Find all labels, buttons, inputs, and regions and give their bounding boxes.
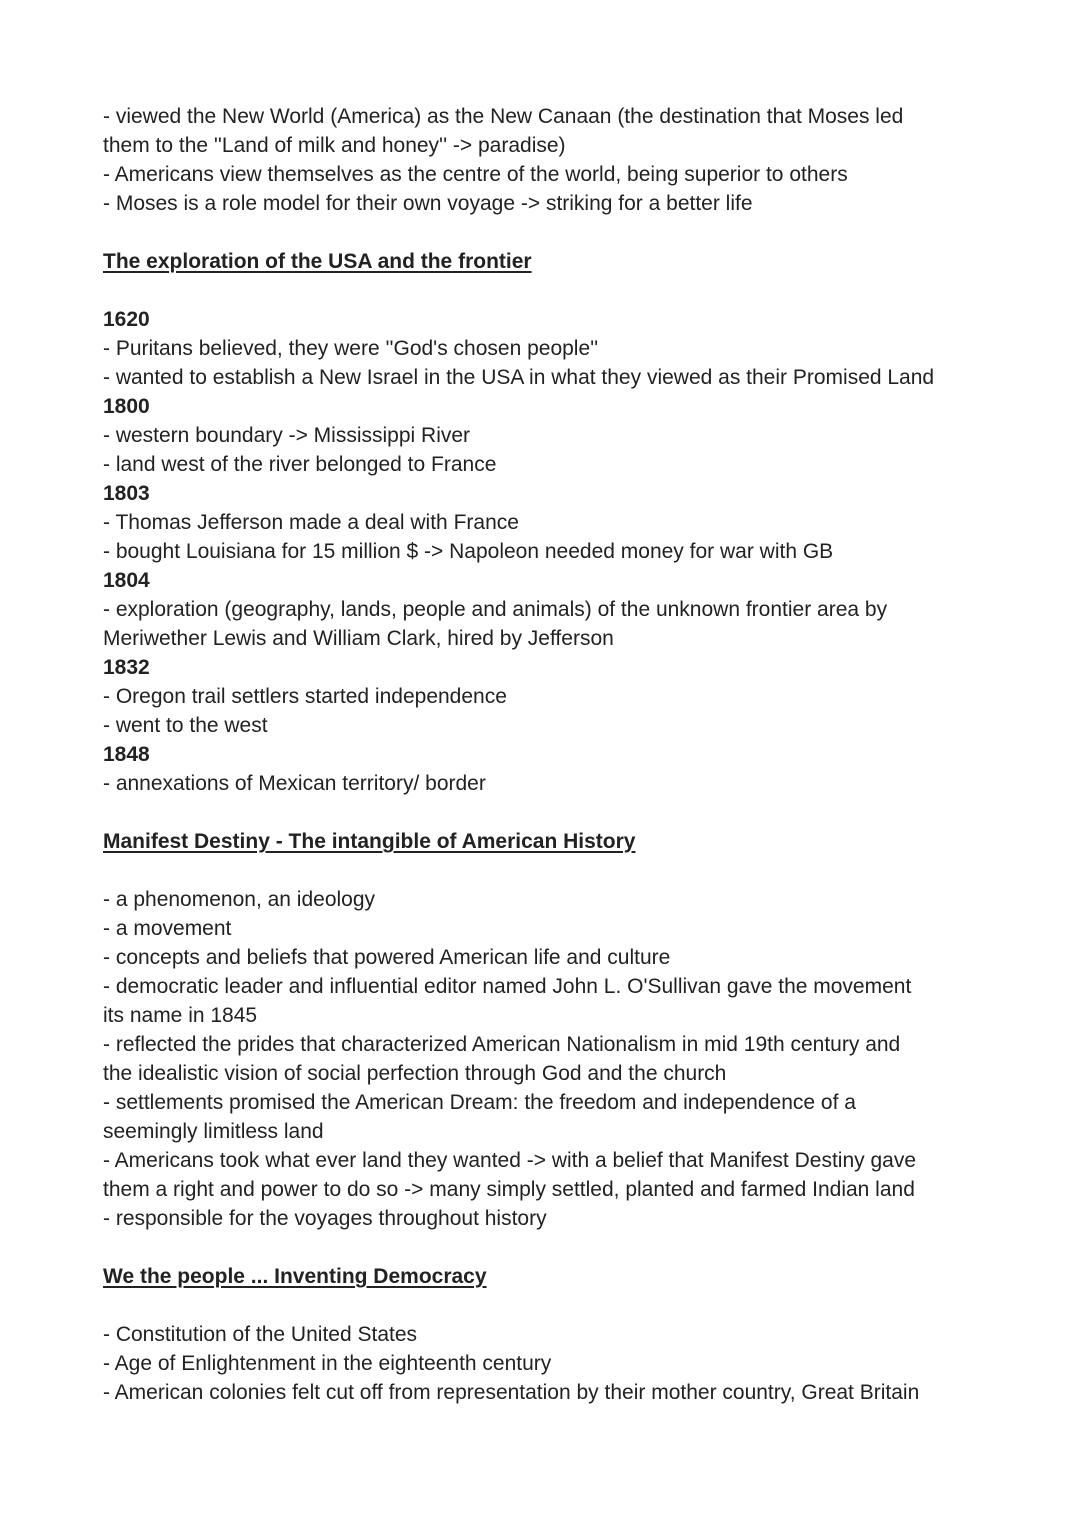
document-page xyxy=(103,102,1003,1407)
intro-line: - Moses is a role model for their own voyage -> striking for a better life xyxy=(103,192,753,215)
entry-line: - Oregon trail settlers started independence xyxy=(103,685,507,708)
entry-line: - western boundary -> Mississippi River xyxy=(103,424,471,447)
entry-line: - Puritans believed, they were ''God's chosen people'' xyxy=(103,337,599,360)
exploration-section xyxy=(103,247,1003,798)
democracy-section xyxy=(103,1262,1003,1407)
manifest-line: the idealistic vision of social perfection through God and the church xyxy=(103,1062,727,1085)
year-label: 1620 xyxy=(103,308,150,331)
manifest-destiny-section xyxy=(103,827,1003,1233)
exploration-heading: The exploration of the USA and the frontier xyxy=(103,250,532,273)
manifest-line: them a right and power to do so -> many simply settled, planted and farmed Indian land xyxy=(103,1178,915,1201)
manifest-destiny-heading: Manifest Destiny - The intangible of American History xyxy=(103,830,636,853)
year-label: 1803 xyxy=(103,482,150,505)
year-label: 1800 xyxy=(103,395,150,418)
intro-section xyxy=(103,102,1003,218)
intro-line: - viewed the New World (America) as the New Canaan (the destination that Moses led xyxy=(103,105,904,128)
manifest-line: - a movement xyxy=(103,917,232,940)
entry-line: - wanted to establish a New Israel in the USA in what they viewed as their Promised Land xyxy=(103,366,935,389)
intro-line: - Americans view themselves as the centre of the world, being superior to others xyxy=(103,163,848,186)
manifest-line: - democratic leader and influential editor named John L. O'Sullivan gave the movement xyxy=(103,975,912,998)
manifest-line: seemingly limitless land xyxy=(103,1120,324,1143)
democracy-line: - Age of Enlightenment in the eighteenth century xyxy=(103,1352,552,1375)
year-label: 1804 xyxy=(103,569,150,592)
entry-line: Meriwether Lewis and William Clark, hired by Jefferson xyxy=(103,627,614,650)
entry-line: - went to the west xyxy=(103,714,268,737)
manifest-line: - concepts and beliefs that powered American life and culture xyxy=(103,946,671,969)
manifest-line: - responsible for the voyages throughout history xyxy=(103,1207,547,1230)
year-label: 1848 xyxy=(103,743,150,766)
manifest-line: - settlements promised the American Dream: the freedom and independence of a xyxy=(103,1091,856,1114)
manifest-line: its name in 1845 xyxy=(103,1004,258,1027)
manifest-line: - Americans took what ever land they wanted -> with a belief that Manifest Destiny gave xyxy=(103,1149,917,1172)
democracy-heading: We the people ... Inventing Democracy xyxy=(103,1265,487,1288)
entry-line: - exploration (geography, lands, people and animals) of the unknown frontier area by xyxy=(103,598,888,621)
entry-line: - land west of the river belonged to France xyxy=(103,453,497,476)
entry-line: - Thomas Jefferson made a deal with France xyxy=(103,511,519,534)
entry-line: - bought Louisiana for 15 million $ -> Napoleon needed money for war with GB xyxy=(103,540,834,563)
intro-line: them to the ''Land of milk and honey'' -> paradise) xyxy=(103,134,566,157)
year-label: 1832 xyxy=(103,656,150,679)
democracy-line: - Constitution of the United States xyxy=(103,1323,418,1346)
entry-line: - annexations of Mexican territory/ border xyxy=(103,772,486,795)
manifest-line: - a phenomenon, an ideology xyxy=(103,888,376,911)
democracy-line: - American colonies felt cut off from representation by their mother country, Great Britain xyxy=(103,1381,920,1404)
manifest-line: - reflected the prides that characterized American Nationalism in mid 19th century and xyxy=(103,1033,901,1056)
